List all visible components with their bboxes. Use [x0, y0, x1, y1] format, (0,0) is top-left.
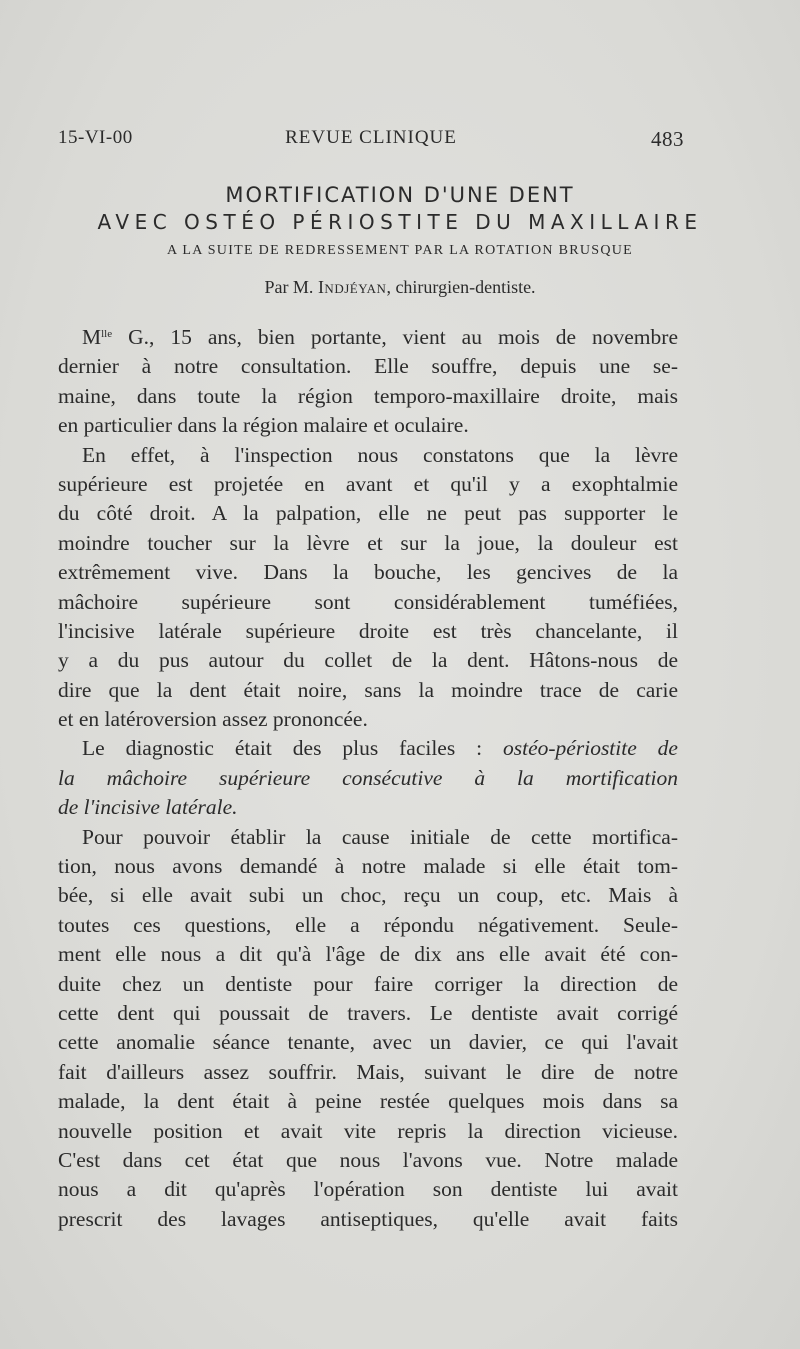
- text-line-italic: ostéo-périostite de: [503, 736, 678, 761]
- text-line: mâchoire supérieure sont considérablement tuméfiées,: [58, 589, 678, 614]
- text-line: y a du pus autour du collet de la dent. Hâtons-nous de: [58, 648, 678, 673]
- text-line-roman: Le diagnostic était des plus faciles :: [82, 736, 504, 761]
- byline-suffix: , chirurgien-dentiste.: [386, 277, 536, 297]
- text-line: supérieure est projetée en avant et qu'il y a exophtalmie: [58, 471, 678, 496]
- text-line: moindre toucher sur la lèvre et sur la joue, la douleur est: [58, 530, 678, 555]
- header-date: 15-VI-00: [58, 127, 133, 148]
- text-line: en particulier dans la région malaire et oculaire.: [58, 413, 469, 438]
- article-title-line-1: MORTIFICATION D'UNE DENT: [225, 183, 575, 207]
- text-line: bée, si elle avait subi un choc, reçu un coup, etc. Mais à: [58, 883, 678, 908]
- header-journal-title: REVUE CLINIQUE: [285, 127, 457, 148]
- text-line: dernier à notre consultation. Elle souffre, depuis une se-: [58, 354, 678, 379]
- text-line-rest: G., 15 ans, bien portante, vient au mois de novembre: [112, 325, 678, 349]
- page-number: 483: [651, 127, 684, 151]
- text-line: ment elle nous a dit qu'à l'âge de dix ans elle avait été con-: [58, 942, 678, 967]
- text-line: cette anomalie séance tenante, avec un davier, ce qui l'avait: [58, 1030, 678, 1055]
- text-line: la mâchoire supérieure consécutive à la mortification: [58, 765, 678, 790]
- running-header: [58, 127, 684, 157]
- byline: [0, 277, 800, 298]
- text-line: du côté droit. A la palpation, elle ne peut pas supporter le: [58, 501, 678, 526]
- author-name: Indjéyan: [317, 277, 387, 297]
- text-line: [58, 323, 678, 352]
- article-body: [58, 323, 678, 1234]
- article-subtitle: A LA SUITE DE REDRESSEMENT PAR LA ROTATION BRUSQUE: [166, 243, 634, 258]
- text-line: cette dent qui poussait de travers. Le dentiste avait corrigé: [58, 1000, 678, 1025]
- text-line: C'est dans cet état que nous l'avons vue. Notre malade: [58, 1147, 678, 1172]
- text-line: l'incisive latérale supérieure droite est très chancelante, il: [58, 618, 678, 643]
- text-line: [58, 734, 678, 763]
- byline-prefix: Par M.: [264, 277, 314, 297]
- salutation: M: [82, 325, 102, 349]
- text-line: toutes ces questions, elle a répondu négativement. Seule-: [58, 912, 678, 937]
- salutation-superscript: lle: [101, 328, 113, 340]
- text-line: duite chez un dentiste pour faire corriger la direction de: [58, 971, 678, 996]
- article-title-line-2: AVEC OSTÉO PÉRIOSTITE DU MAXILLAIRE: [97, 210, 703, 234]
- text-line: nouvelle position et avait vite repris la direction vicieuse.: [58, 1118, 678, 1143]
- text-line: En effet, à l'inspection nous constatons que la lèvre: [82, 442, 678, 467]
- text-line: prescrit des lavages antiseptiques, qu'elle avait faits: [58, 1206, 678, 1231]
- text-line: et en latéroversion assez prononcée.: [58, 707, 368, 732]
- text-line: Pour pouvoir établir la cause initiale de cette mortifica-: [82, 824, 678, 849]
- text-line: nous a dit qu'après l'opération son dentiste lui avait: [58, 1177, 678, 1202]
- text-line: malade, la dent était à peine restée quelques mois dans sa: [58, 1089, 678, 1114]
- text-line: fait d'ailleurs assez souffrir. Mais, suivant le dire de notre: [58, 1059, 678, 1084]
- text-line: tion, nous avons demandé à notre malade si elle était tom-: [58, 854, 678, 879]
- text-line: maine, dans toute la région temporo-maxillaire droite, mais: [58, 383, 678, 408]
- text-line: dire que la dent était noire, sans la moindre trace de carie: [58, 677, 678, 702]
- text-line: de l'incisive latérale.: [58, 795, 238, 820]
- text-line: extrêmement vive. Dans la bouche, les gencives de la: [58, 560, 678, 585]
